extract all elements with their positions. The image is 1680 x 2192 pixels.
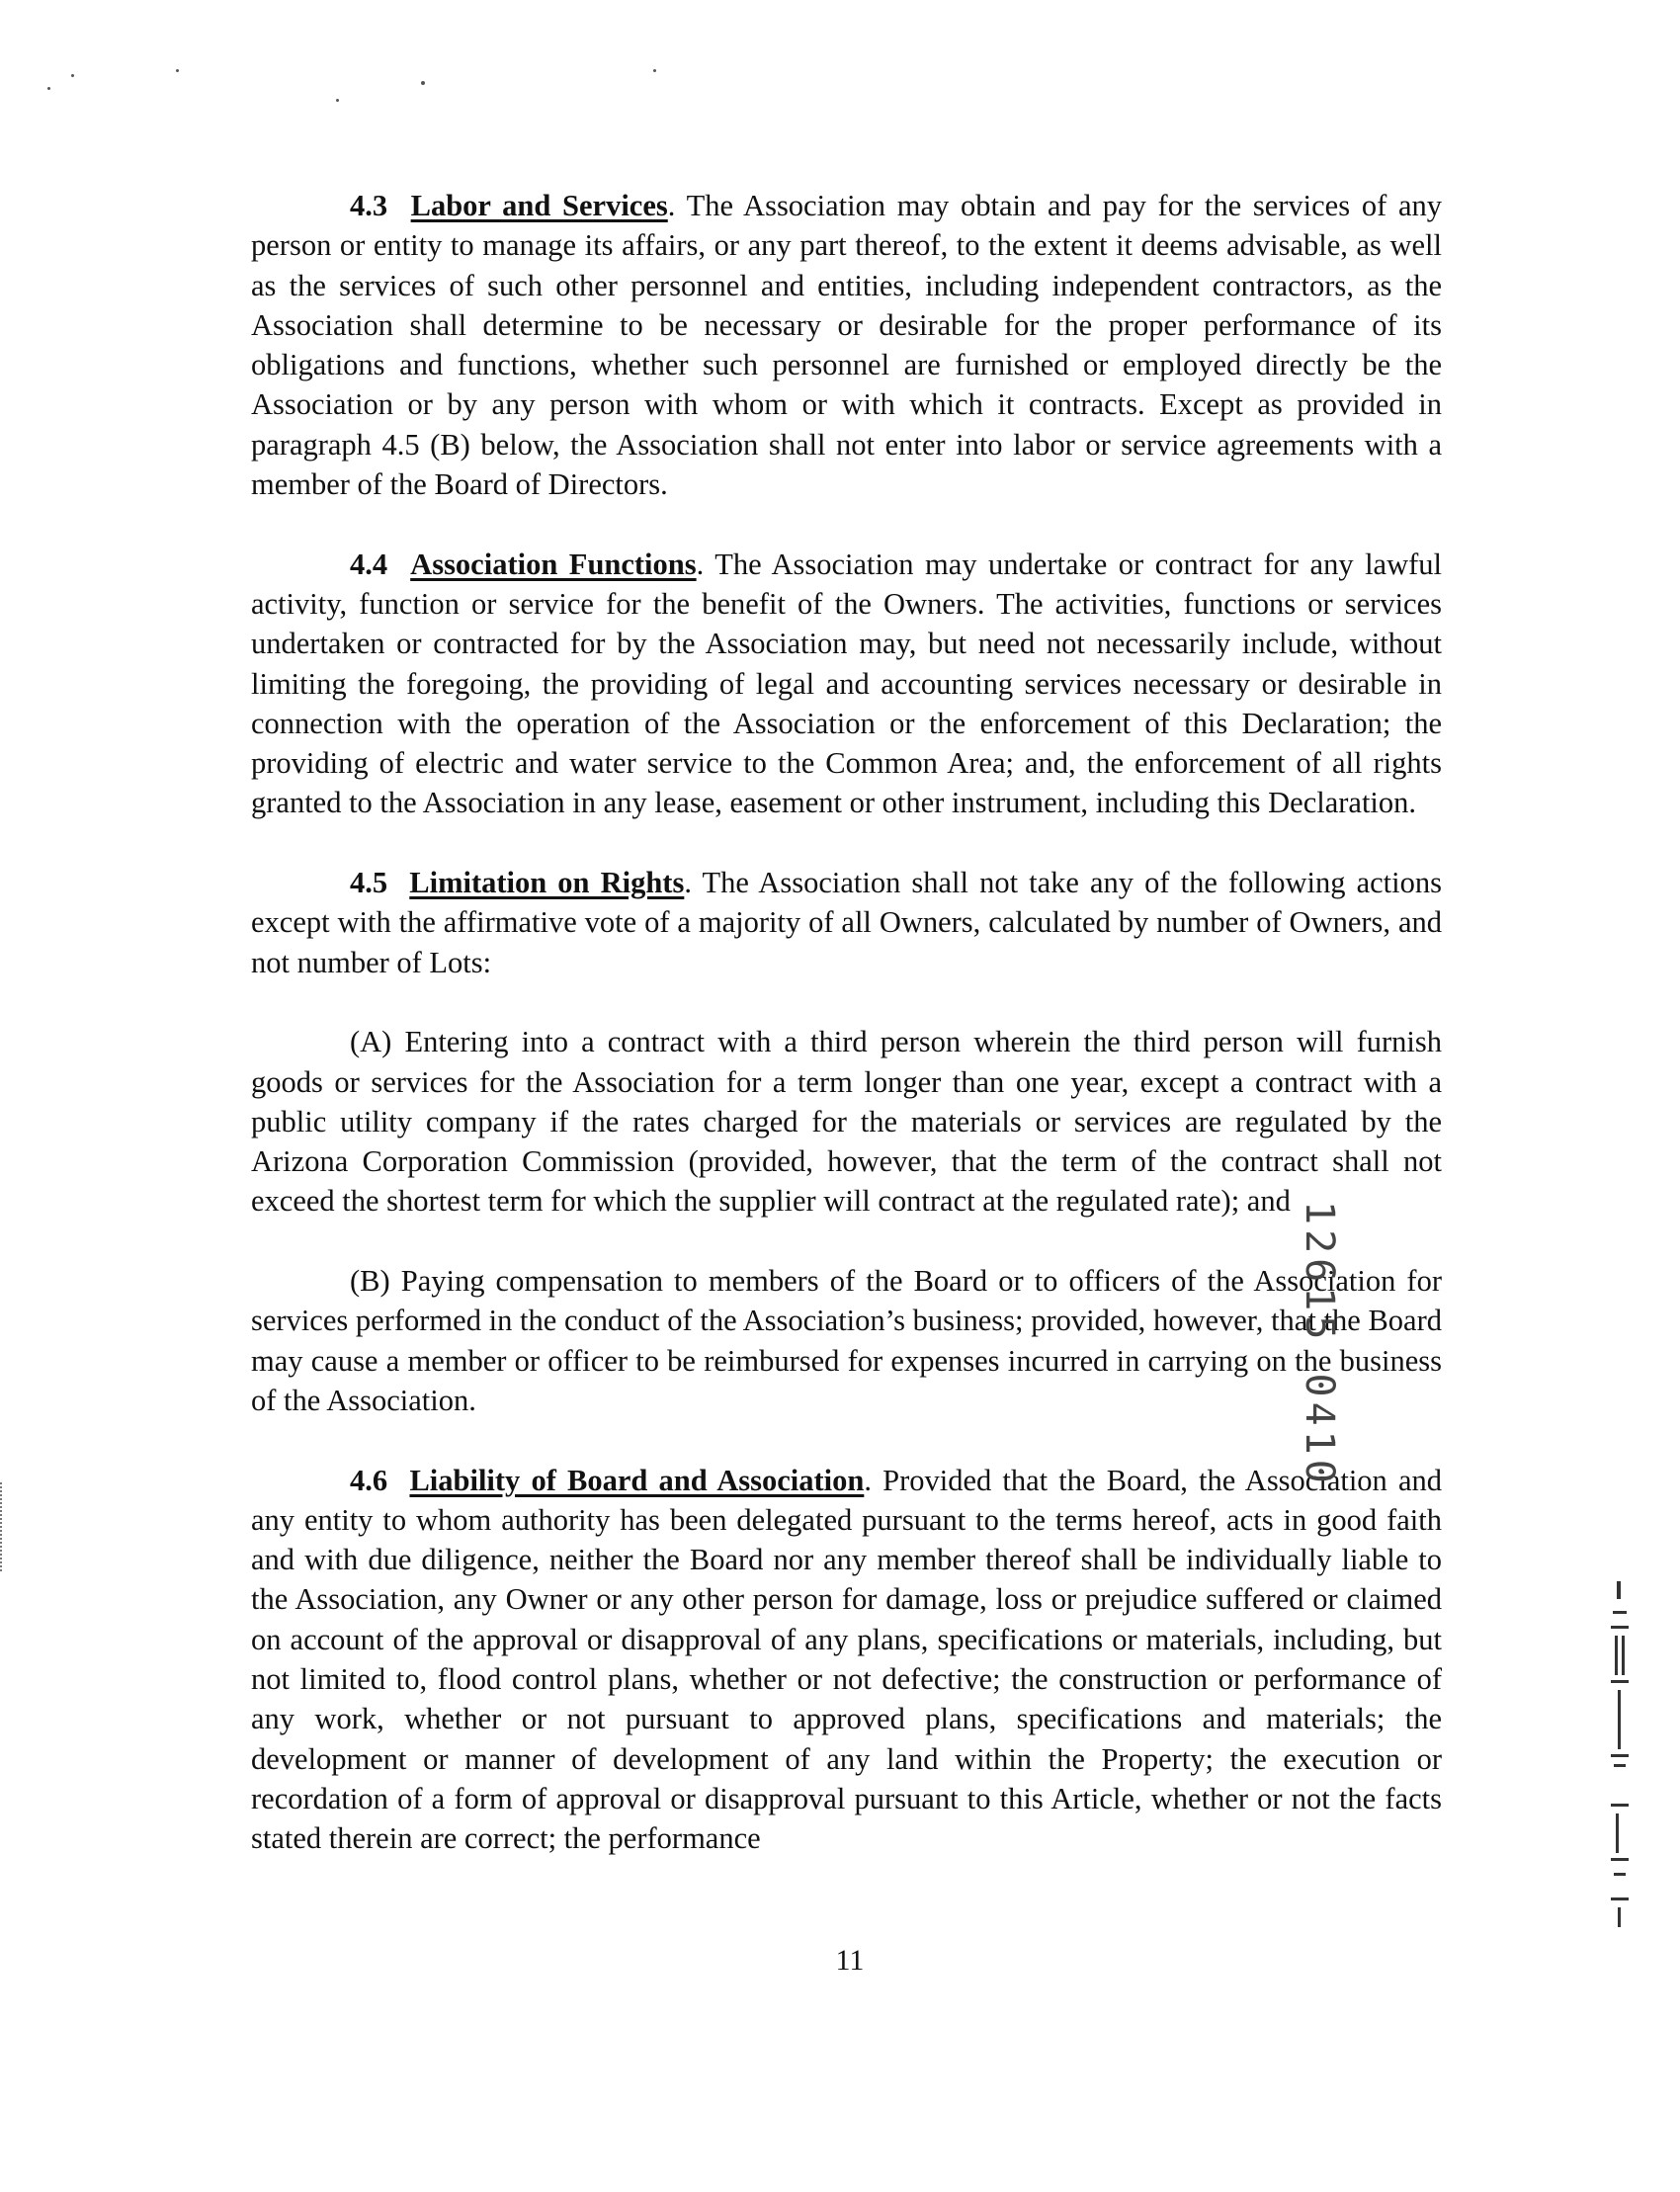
page-number: 11 bbox=[835, 1944, 865, 1977]
section-number: 4.5 bbox=[350, 866, 388, 900]
section-text: . The Association shall not take any of the following actions except with the affirmative vote of a majority of all Owners, calculated by number of Owners, and not number of Lots: bbox=[251, 866, 1443, 979]
section-number: 4.6 bbox=[350, 1463, 388, 1497]
scan-speck bbox=[421, 81, 425, 85]
section-title: Association Functions bbox=[410, 547, 697, 581]
barcode-mark bbox=[1609, 1581, 1631, 1927]
section-title: Labor and Services bbox=[410, 189, 668, 222]
scan-speck bbox=[336, 99, 339, 102]
section-title: Limitation on Rights bbox=[409, 866, 685, 900]
scan-speck bbox=[47, 87, 50, 90]
subparagraph-b: (B) Paying compensation to members of the Board or to officers of the Association for services performed in the conduct of the Association’s business; provided, however, that the Board may cause a member or officer to be reimbursed for expenses incurred in carrying on the business of the Association. bbox=[251, 1264, 1442, 1417]
recording-stamp: 12615 0410 bbox=[1297, 1201, 1342, 1488]
section-number: 4.3 bbox=[350, 189, 388, 222]
section-text: . The Association may undertake or contract for any lawful activity, function or service for the benefit of the Owners. The activities, functions or services undertaken or contracted for by the Association may, but need not necessarily include, without limiting the foregoing, the providing of legal and accounting services necessary or desirable in connection with the operation of the Association or the enforcement of this Declaration; the providing of electric and water service to the Common Area; and, the enforcement of all rights granted to the Association in any lease, easement or other instrument, including this Declaration. bbox=[251, 547, 1443, 820]
section-4-5 bbox=[251, 863, 1442, 982]
section-text: . Provided that the Board, the Association and any entity to whom authority has been delegated pursuant to the terms hereof, acts in good faith and with due diligence, neither the Board nor any member thereof shall be individually liable to the Association, any Owner or any other person for damage, loss or prejudice suffered or claimed on account of the approval or disapproval of any plans, specifications or materials, including, but not limited to, flood control plans, whether or not defective; the construction or performance of any work, whether or not pursuant to approved plans, specifications and materials; the development or manner of development of any land within the Property; the execution or recordation of a form of approval or disapproval pursuant to this Article, whether or not the facts stated therein are correct; the performance bbox=[251, 1463, 1442, 1856]
scan-speck bbox=[653, 69, 656, 72]
section-text: . The Association may obtain and pay for the services of any person or entity to manage its affairs, or any part thereof, to the extent it deems advisable, as well as the services of such other personnel and entities, including independent contractors, as the Association shall determine to be necessary or desirable for the proper performance of its obligations and functions, whether such personnel are furnished or employed directly be the Association or by any person with whom or with which it contracts. Except as provided in paragraph 4.5 (B) below, the Association shall not enter into labor or service agreements with a member of the Board of Directors. bbox=[251, 189, 1442, 502]
scan-speck bbox=[71, 74, 74, 77]
scan-speck bbox=[176, 69, 179, 72]
section-4-4 bbox=[251, 545, 1442, 823]
document-body bbox=[251, 186, 1442, 1858]
subparagraph-a: (A) Entering into a contract with a third person wherein the third person will furnish goods or services for the Association for a term longer than one year, except a contract with a public utility company if the rates charged for the materials or services are regulated by the Arizona Corporation Commission (provided, however, that the term of the contract shall not exceed the shortest term for which the supplier will contract at the regulated rate); and bbox=[251, 1025, 1442, 1219]
section-4-3 bbox=[251, 186, 1442, 504]
section-title: Liability of Board and Association bbox=[409, 1463, 865, 1497]
section-number: 4.4 bbox=[350, 547, 388, 581]
section-4-6 bbox=[251, 1461, 1442, 1859]
scan-edge-mark bbox=[0, 1482, 5, 1571]
